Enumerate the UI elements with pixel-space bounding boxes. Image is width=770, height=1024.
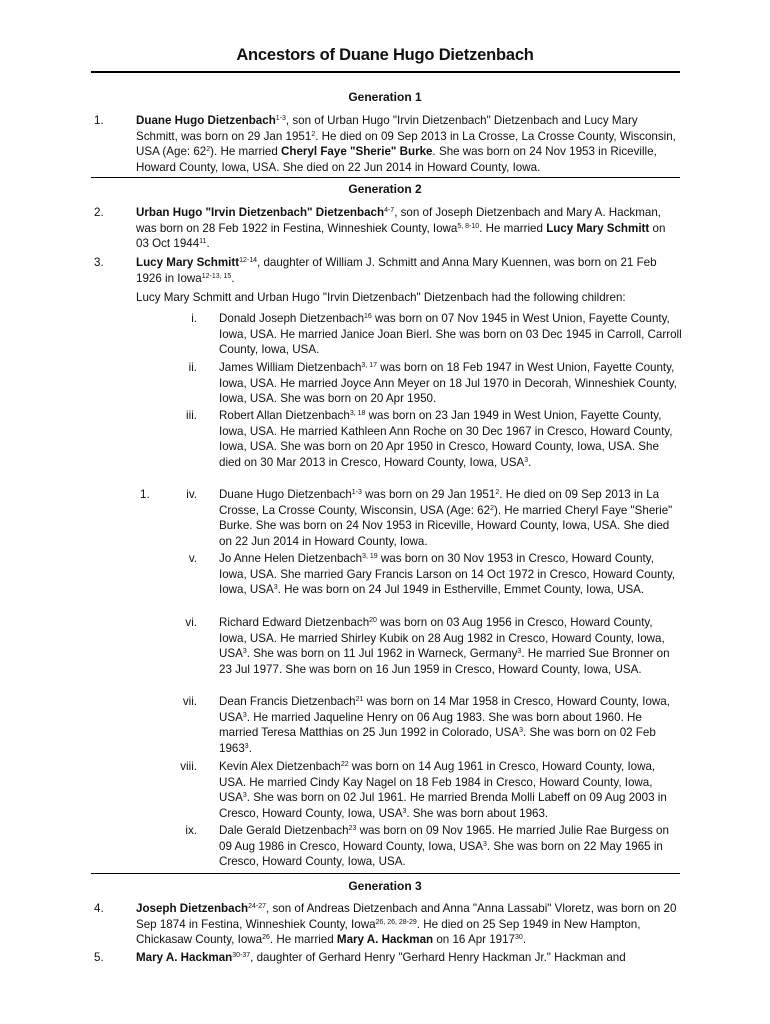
- spouse-name: Cheryl Faye "Sherie" Burke: [281, 145, 433, 158]
- person-3-name: Lucy Mary Schmitt: [136, 256, 240, 269]
- entry-text: . She was born about 1963.: [406, 806, 549, 820]
- entry-text: . He married Jaqueline Henry on 06 Aug 1983. She was born about 1960. He married Teresa Matthias on 25 Jun 1992 in Colorado, USA: [219, 710, 642, 739]
- person-5-entry: [136, 950, 681, 966]
- child-roman-numeral: iii.: [186, 409, 197, 422]
- person-1-name: Duane Hugo Dietzenbach: [136, 114, 276, 127]
- spouse-name: Mary A. Hackman: [336, 933, 434, 946]
- entry-text: was born on 14 Aug 1961 in Cresco, Howard County, Iowa, USA. He married Cindy Kay Nagel on 18 Feb 1984 in Cresco, Howard County, Iowa, USA: [219, 760, 656, 804]
- entry-text: . She was born on 02 Jul 1961. He married Brenda Molli Labeff on 09 Aug 2003 in Cresco, Howard County, Iowa, USA: [219, 791, 667, 820]
- child-entry: [219, 360, 682, 407]
- citation: 11: [199, 238, 207, 245]
- child-entry: [219, 311, 682, 358]
- citation: 3, 17: [361, 362, 377, 369]
- entry-text: . He died on 09 Sep 2013 in La Crosse, La Crosse County, Wisconsin, USA (Age: 62: [219, 488, 660, 517]
- child-name: Kevin Alex Dietzenbach: [219, 760, 341, 773]
- citation: 26, 26, 28-29: [375, 918, 417, 926]
- citation: 3: [402, 807, 407, 815]
- entry-text: on 16 Apr 1917: [433, 933, 516, 946]
- child-name: Dean Francis Dietzenbach: [219, 695, 356, 708]
- citation: 5, 8-10: [457, 222, 480, 230]
- entry-text: .: [528, 455, 532, 469]
- citation: 1-3: [275, 115, 286, 122]
- child-roman-numeral: ii.: [188, 361, 197, 374]
- entry-text: . He married: [479, 221, 547, 235]
- citation: 3, 19: [362, 553, 378, 560]
- entry-text: was born on 07 Nov 1945 in West Union, Fayette County, Iowa, USA. He married Janice Joan Bierl. She was born on 03 Dec 1945 in Carroll, Carroll County, Iowa, USA.: [219, 312, 682, 356]
- child-entry: [219, 487, 682, 549]
- child-entry: [219, 694, 682, 756]
- citation: 30-37: [232, 952, 251, 959]
- citation: 2: [311, 130, 316, 138]
- person-5-number: 5.: [94, 951, 104, 964]
- citation: 22: [340, 761, 349, 768]
- spouse-name: Lucy Mary Schmitt: [546, 221, 650, 235]
- child-roman-numeral: vi.: [185, 616, 197, 629]
- citation: 24-27: [248, 903, 267, 910]
- entry-text: .: [522, 933, 527, 946]
- child-entry: [219, 408, 682, 470]
- citation: 3: [242, 648, 247, 655]
- entry-text: , son of Joseph Dietzenbach and Mary A. Hackman, was born on 28 Feb 1922 in Festina, Winneshiek County, Iowa: [136, 206, 661, 235]
- person-4-number: 4.: [94, 902, 104, 915]
- person-3-number: 3.: [94, 256, 104, 269]
- person-2-name: Urban Hugo "Irvin Dietzenbach" Dietzenbach: [136, 206, 385, 219]
- person-4-name: Joseph Dietzenbach: [136, 902, 249, 915]
- generation-rule: [91, 873, 680, 874]
- entry-text: . She was born on 11 Jul 1962 in Warneck, Germany: [246, 647, 518, 660]
- page-title: Ancestors of Duane Hugo Dietzenbach: [236, 46, 534, 64]
- child-name: Dale Gerald Dietzenbach: [219, 824, 349, 837]
- citation: 3, 18: [349, 410, 366, 417]
- person-2-entry: [136, 205, 681, 252]
- citation: 3: [244, 742, 249, 750]
- entry-text: .: [248, 741, 252, 755]
- generation-2-heading: Generation 2: [348, 182, 422, 196]
- generation-3-heading: Generation 3: [348, 879, 422, 893]
- citation: 3: [273, 584, 278, 591]
- child-person-ref: 1.: [140, 488, 150, 501]
- child-roman-numeral: vii.: [182, 695, 197, 708]
- citation: 20: [369, 617, 377, 624]
- citation: 12-13, 15: [201, 272, 232, 280]
- child-name: Richard Edward Dietzenbach: [219, 616, 370, 629]
- entry-text: . He married: [269, 933, 337, 946]
- child-name: James William Dietzenbach: [219, 361, 362, 374]
- entry-text: . She was born on 02 Feb 1963: [219, 726, 656, 755]
- title-rule: [91, 71, 680, 73]
- person-3-entry: [136, 255, 681, 286]
- citation: 3: [483, 840, 487, 848]
- citation: 1-3: [351, 489, 362, 496]
- child-name: Jo Anne Helen Dietzenbach: [219, 552, 363, 565]
- citation: 4-7: [384, 207, 395, 214]
- citation: 3: [517, 648, 522, 655]
- citation: 2: [495, 489, 500, 496]
- person-1-entry: [136, 113, 681, 175]
- child-roman-numeral: viii.: [180, 760, 197, 773]
- generation-1-heading: Generation 1: [348, 90, 422, 104]
- person-2-number: 2.: [94, 206, 104, 219]
- child-roman-numeral: v.: [188, 552, 197, 565]
- entry-text: . He died on 25 Sep 1949 in New Hampton, Chickasaw County, Iowa: [136, 917, 641, 946]
- child-entry: [219, 759, 682, 821]
- entry-text: .: [231, 271, 235, 285]
- generation-rule: [91, 177, 680, 178]
- entry-text: , son of Urban Hugo "Irvin Dietzenbach" Dietzenbach and Lucy Mary Schmitt, was born on 29 Jan 1951: [136, 114, 638, 143]
- entry-text: ). He married Cheryl Faye "Sherie" Burke. She was born on 24 Nov 1953 in Riceville, Howard County, Iowa, USA. She died on 22 Jun 2014 in Howard County, Iowa.: [219, 503, 673, 548]
- entry-text: on 03 Oct 1944: [136, 221, 666, 250]
- child-name: Robert Allan Dietzenbach: [219, 409, 350, 422]
- citation: 2: [490, 504, 494, 512]
- child-roman-numeral: ix.: [185, 824, 197, 837]
- entry-text: ). He married: [210, 145, 282, 158]
- entry-text: . He was born on 24 Jul 1949 in Estherville, Emmet County, Iowa, USA.: [277, 583, 645, 596]
- entry-text: . He died on 09 Sep 2013 in La Crosse, La Crosse County, Wisconsin, USA (Age: 62: [136, 129, 676, 158]
- citation: 21: [355, 696, 364, 703]
- entry-text: , daughter of William J. Schmitt and Anna Mary Kuennen, was born on 21 Feb 1926 in Iowa: [136, 256, 657, 285]
- citation: 2: [206, 146, 211, 153]
- citation: 30: [515, 934, 523, 941]
- children-intro: Lucy Mary Schmitt and Urban Hugo "Irvin Dietzenbach" Dietzenbach had the following children:: [136, 291, 626, 304]
- citation: 16: [364, 313, 372, 320]
- child-roman-numeral: i.: [191, 312, 197, 325]
- entry-text: , son of Andreas Dietzenbach and Anna "Anna Lassabi" Vloretz, was born on 20 Sep 1874 in Festina, Winneshiek County, Iowa: [136, 902, 677, 931]
- citation: 3: [242, 711, 247, 719]
- citation: 3: [242, 792, 247, 799]
- citation: 26: [262, 934, 270, 941]
- citation: 23: [348, 825, 357, 832]
- entry-text: .: [206, 237, 210, 250]
- child-name: Duane Hugo Dietzenbach: [219, 488, 352, 501]
- person-1-number: 1.: [94, 114, 104, 127]
- entry-text: was born on 03 Aug 1956 in Cresco, Howard County, Iowa, USA. He married Shirley Kubik on 28 Aug 1982 in Cresco, Howard County, Iowa, USA: [219, 616, 665, 660]
- entry-text: was born on 18 Feb 1947 in West Union, Fayette County, Iowa, USA. He married Joyce Ann Meyer on 18 Jul 1970 in Decorah, Winneshiek County, Iowa, USA. She was born on 20 Apr 1950.: [219, 361, 677, 405]
- person-4-entry: [136, 901, 681, 948]
- entry-text: . She was born on 22 May 1965 in Cresco, Howard County, Iowa, USA.: [219, 839, 663, 868]
- entry-text: . He married Sue Bronner on 23 Jul 1977. She was born on 16 Jun 1959 in Cresco, Howard County, Iowa, USA.: [219, 647, 670, 676]
- child-entry: [219, 551, 682, 598]
- entry-text: was born on 29 Jan 1951: [361, 488, 496, 501]
- entry-text: was born on 14 Mar 1958 in Cresco, Howard County, Iowa, USA: [219, 695, 670, 724]
- entry-text: was born on 09 Nov 1965. He married Julie Rae Burgess on 09 Aug 1986 in Cresco, Howard County, Iowa, USA: [219, 824, 669, 853]
- citation: 12-14: [239, 257, 257, 264]
- entry-text: was born on 30 Nov 1953 in Cresco, Howard County, Iowa, USA. She married Gary Francis Larson on 14 Oct 1972 in Cresco, Howard County, Iowa, USA: [219, 552, 676, 596]
- citation: 3: [524, 456, 529, 464]
- entry-text: . She was born on 24 Nov 1953 in Riceville, Howard County, Iowa, USA. She died on 22 Jun 2014 in Howard County, Iowa.: [136, 145, 657, 174]
- child-entry: [219, 615, 682, 677]
- child-roman-numeral: iv.: [186, 488, 197, 501]
- entry-text: , daughter of Gerhard Henry "Gerhard Henry Hackman Jr." Hackman and: [250, 951, 626, 964]
- citation: 3: [519, 727, 524, 734]
- child-name: Donald Joseph Dietzenbach: [219, 312, 365, 325]
- child-entry: [219, 823, 682, 870]
- person-5-name: Mary A. Hackman: [136, 951, 233, 964]
- entry-text: was born on 23 Jan 1949 in West Union, Fayette County, Iowa, USA. He married Kathleen Ann Roche on 30 Dec 1967 in Cresco, Howard County, Iowa, USA. She was born on 20 Apr 1950 in Cresco, Howard County, Iowa, USA. She died on 30 Mar 2013 in Cresco, Howard County, Iowa, USA: [219, 409, 673, 469]
